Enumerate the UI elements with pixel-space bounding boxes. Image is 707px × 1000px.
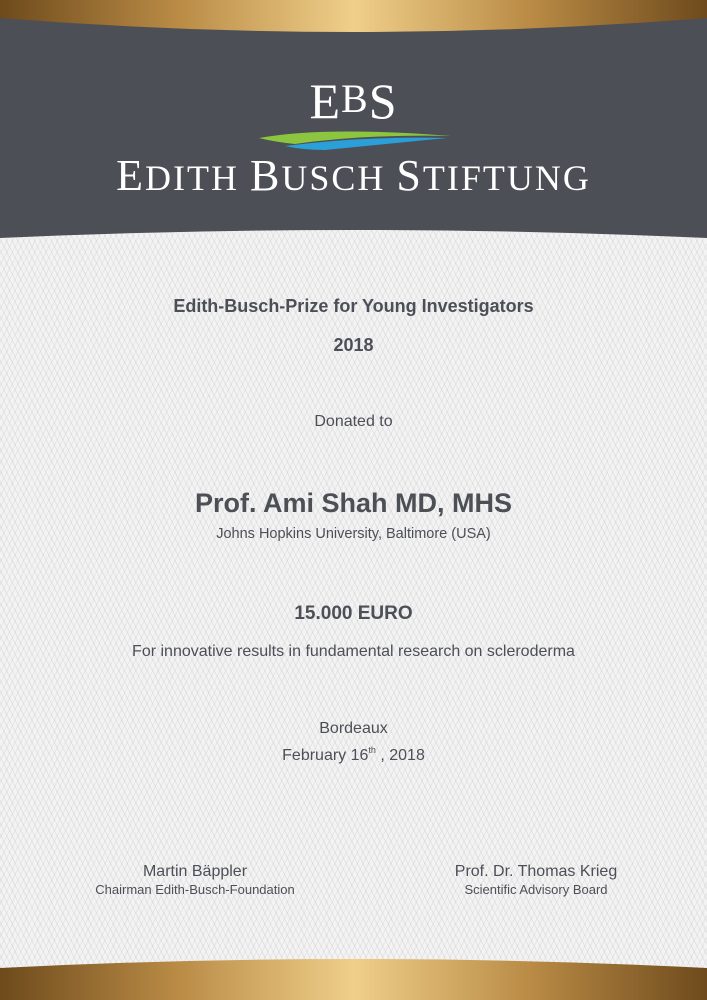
- prize-year: 2018: [333, 335, 374, 355]
- signature-left: [65, 863, 325, 897]
- logo-letter-s: S: [368, 73, 398, 129]
- donated-label: Donated to: [314, 413, 393, 430]
- gold-band-bottom: [0, 950, 707, 1000]
- org-initial-e: E: [116, 151, 146, 200]
- recipient-name: Prof. Ami Shah MD, MHS: [194, 488, 512, 518]
- logo-letter-e: E: [309, 73, 342, 129]
- signatory-role-right: Scientific Advisory Board: [464, 882, 608, 897]
- prize-amount: 15.000 EURO: [294, 603, 413, 624]
- prize-reason: For innovative results in fundamental research on scleroderma: [132, 643, 575, 660]
- prize-title: Edith-Busch-Prize for Young Investigators: [173, 296, 534, 316]
- date-year: , 2018: [375, 747, 425, 764]
- org-word-stiftung: TIFTUNG: [422, 158, 591, 198]
- signature-right: [416, 863, 656, 897]
- logo-monogram: [0, 73, 707, 129]
- signatory-name-right: Prof. Dr. Thomas Krieg: [454, 863, 618, 880]
- org-initial-s: S: [396, 151, 423, 200]
- award-place: Bordeaux: [319, 720, 388, 737]
- recipient-affiliation: Johns Hopkins University, Baltimore (USA): [216, 526, 491, 542]
- org-name: [0, 150, 707, 201]
- date-suffix: th: [368, 745, 376, 755]
- date-day: February 16: [282, 747, 369, 764]
- logo-letter-b: B: [341, 76, 369, 121]
- org-initial-b: B: [250, 151, 282, 200]
- org-word-edith: DITH: [145, 158, 250, 198]
- signatory-name-left: Martin Bäppler: [142, 863, 248, 880]
- logo-waves-icon: [255, 128, 455, 152]
- signatory-role-left: Chairman Edith-Busch-Foundation: [95, 882, 295, 897]
- org-word-busch: USCH: [281, 158, 397, 198]
- award-date: [0, 745, 707, 765]
